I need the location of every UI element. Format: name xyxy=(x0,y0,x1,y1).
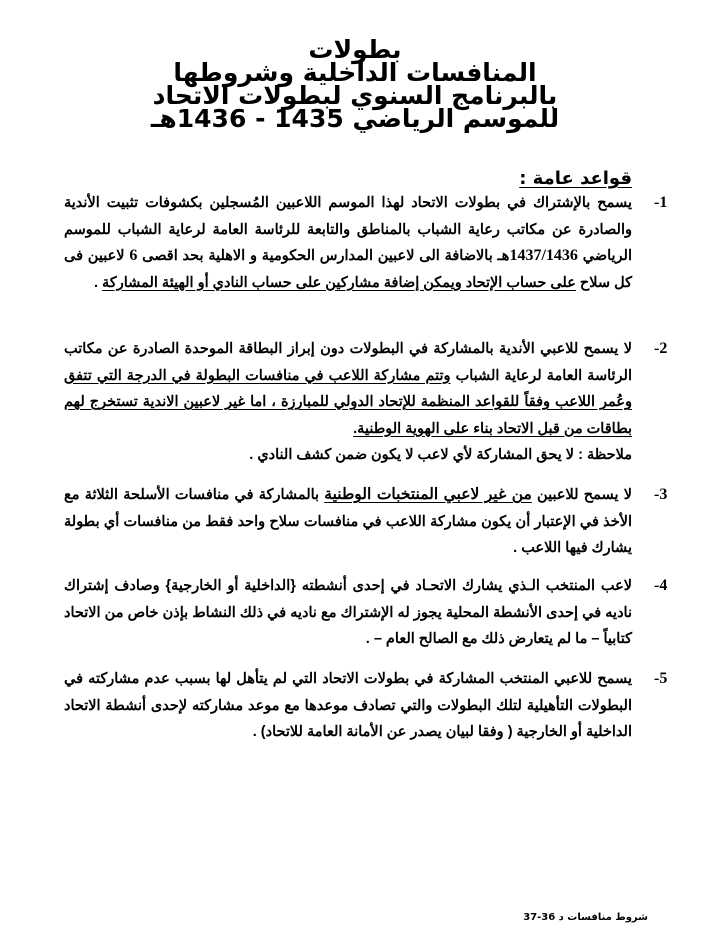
rule-text-underlined: على حساب الإتحاد ويمكن إضافة مشاركين على حساب النادي أو الهيئة المشاركة xyxy=(102,274,576,291)
rule-item-1 xyxy=(64,190,682,296)
document-title xyxy=(0,35,710,133)
rule-number: -3 xyxy=(654,486,668,503)
rule-item-3 xyxy=(64,482,682,562)
rule-text-underlined: وتتم مشاركة اللاعب في منافسات البطولة في الدرجة التي تتفق وعُمر اللاعب وفقاً للقواعد المنظمة للإتحاد الدولي للمبارزة ، اما غير لاعبين الاندية تستخرج لهم بطاقات من قبل الاتحاد بناء على الهوية الوطنية. xyxy=(64,367,632,437)
rule-text xyxy=(64,190,632,296)
season-value: 1437/1436 xyxy=(509,247,578,264)
rule-text-underlined: من غير لاعبي المنتخبات الوطنية xyxy=(324,486,532,503)
rule-text-segment: يسمح للاعبي المنتخب المشاركة في بطولات الاتحاد التي لم يتأهل لها بسبب عدم مشاركته في البطولات التأهيلية لتلك البطولات والتي تصادف موعدها مع موعد مشاركته لإحدى أنشطة الاتحاد الداخلية أو الخارجية ( وفقا لبيان يصدر عن الأمانة العامة للاتحاد) . xyxy=(64,671,632,740)
rule-item-2 xyxy=(64,336,682,469)
rule-text-segment: هـ بالاضافة الى لاعبين المدارس الحكومية و الاهلية بحد اقصى xyxy=(137,248,510,264)
rule-text-segment: لاعبين فى كل سلاح xyxy=(64,248,632,291)
rule-note: ملاحظة : لا يحق المشاركة لأي لاعب لا يكون ضمن كشف النادي . xyxy=(249,447,632,463)
rule-number: -5 xyxy=(654,670,668,687)
title-line-4: للموسم الرياضي 1435 - 1436هـ xyxy=(150,104,560,133)
rule-item-4 xyxy=(64,573,682,653)
rule-text-segment: لا يسمح للاعبين xyxy=(531,487,632,503)
rule-text-segment: لا يسمح للاعبي الأندية بالمشاركة في البطولات دون إبراز البطاقة الموحدة الصادرة عن مكاتب الرئاسة العامة لرعاية الشباب xyxy=(64,341,632,384)
rule-item-5 xyxy=(64,666,682,746)
rule-number: -1 xyxy=(654,194,668,211)
rule-number: -4 xyxy=(654,577,668,594)
title-line-3: بالبرنامج السنوي لبطولات الاتحاد xyxy=(152,81,558,110)
title-line-2: المنافسات الداخلية وشروطها xyxy=(173,58,537,87)
rule-text xyxy=(64,666,632,746)
rule-text-segment: يسمح بالإشتراك في بطولات الاتحاد لهذا الموسم اللاعبين المُسجلين بكشوفات تثبيت الأندية والصادرة عن مكاتب رعاية الشباب بالمناطق والتابعة للرئاسة العامة لرعاية الشباب للموسم الرياضي xyxy=(64,195,632,264)
rule-text-segment: . xyxy=(93,274,103,291)
rule-number: -2 xyxy=(654,340,668,357)
rule-text xyxy=(64,336,632,469)
rule-text xyxy=(64,482,632,562)
rule-text xyxy=(64,573,632,653)
rule-text-segment: لاعب المنتخب الـذي يشارك الاتحـاد في إحدى أنشطته {الداخلية أو الخارجية} وصادف إشتراك ناديه في إحدى الأنشطة المحلية يجوز له الإشتراك مع ناديه في ذلك النشاط بإذن خاص من الاتحاد كتابياً – ما لم يتعارض ذلك مع الصالح العام – . xyxy=(64,578,632,647)
page-footer: شروط منافسات د 36-37 xyxy=(523,912,648,923)
section-heading-general-rules: قواعد عامة : xyxy=(519,168,632,189)
rule-text-segment: بالمشاركة في منافسات الأسلحة الثلاثة مع الأخذ في الإعتبار أن يكون مشاركة اللاعب في منافسات سلاح واحد فقط من منافسات أي بطولة يشارك فيها اللاعب . xyxy=(64,487,632,556)
title-line-1: بطولات xyxy=(308,35,402,64)
player-limit-value: 6 xyxy=(129,247,138,264)
